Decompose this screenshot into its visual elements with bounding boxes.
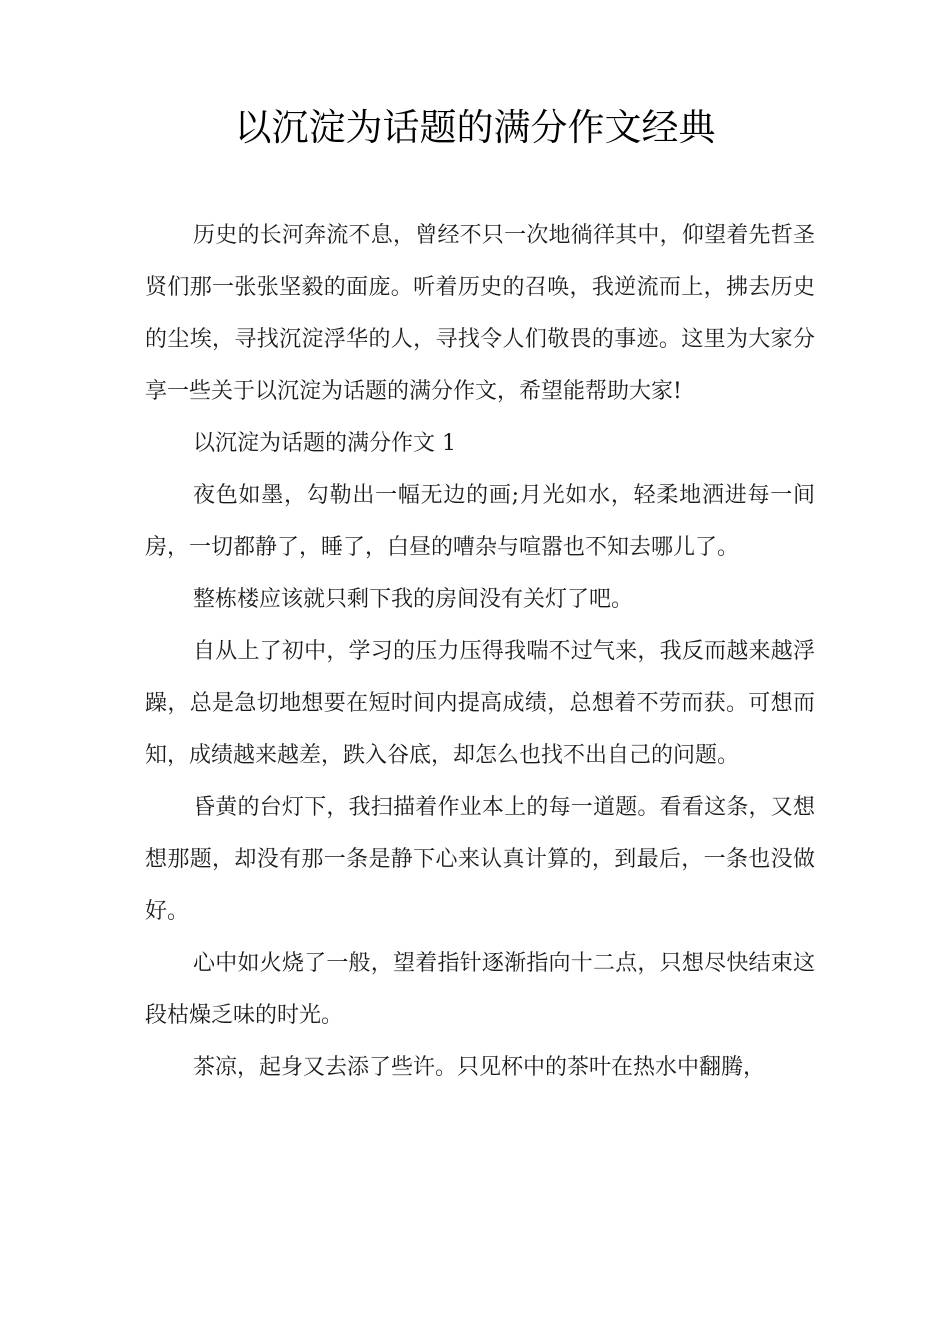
paragraph: 自从上了初中，学习的压力压得我喘不过气来，我反而越来越浮躁，总是急切地想要在短时间内提高成绩，总想着不劳而获。可想而知，成绩越来越差，跌入谷底，却怎么也找不出自己的问题。 (145, 639, 815, 768)
paragraph: 整栋楼应该就只剩下我的房间没有关灯了吧。 (193, 587, 634, 612)
paragraph: 心中如火烧了一般，望着指针逐渐指向十二点，只想尽快结束这段枯燥乏味的时光。 (145, 951, 815, 1028)
section-heading: 以沉淀为话题的满分作文 1 (193, 431, 456, 456)
paragraph-intro: 历史的长河奔流不息，曾经不只一次地徜徉其中，仰望着先哲圣贤们那一张张坚毅的面庞。听着历史的召唤，我逆流而上，拂去历史的尘埃，寻找沉淀浮华的人，寻找令人们敬畏的事迹。这里为大家分享一些关于以沉淀为话题的满分作文，希望能帮助大家! (145, 223, 815, 404)
paragraph: 夜色如墨，勾勒出一幅无边的画;月光如水，轻柔地洒进每一间房，一切都静了，睡了，白昼的嘈杂与喧嚣也不知去哪儿了。 (145, 483, 815, 560)
paragraph: 茶凉，起身又去添了些许。只见杯中的茶叶在热水中翻腾， (193, 1055, 766, 1080)
paragraph: 昏黄的台灯下，我扫描着作业本上的每一道题。看看这条，又想想那题，却没有那一条是静下心来认真计算的，到最后，一条也没做好。 (145, 795, 815, 924)
document-body (145, 210, 815, 1094)
document-title: 以沉淀为话题的满分作文经典 (234, 106, 716, 149)
